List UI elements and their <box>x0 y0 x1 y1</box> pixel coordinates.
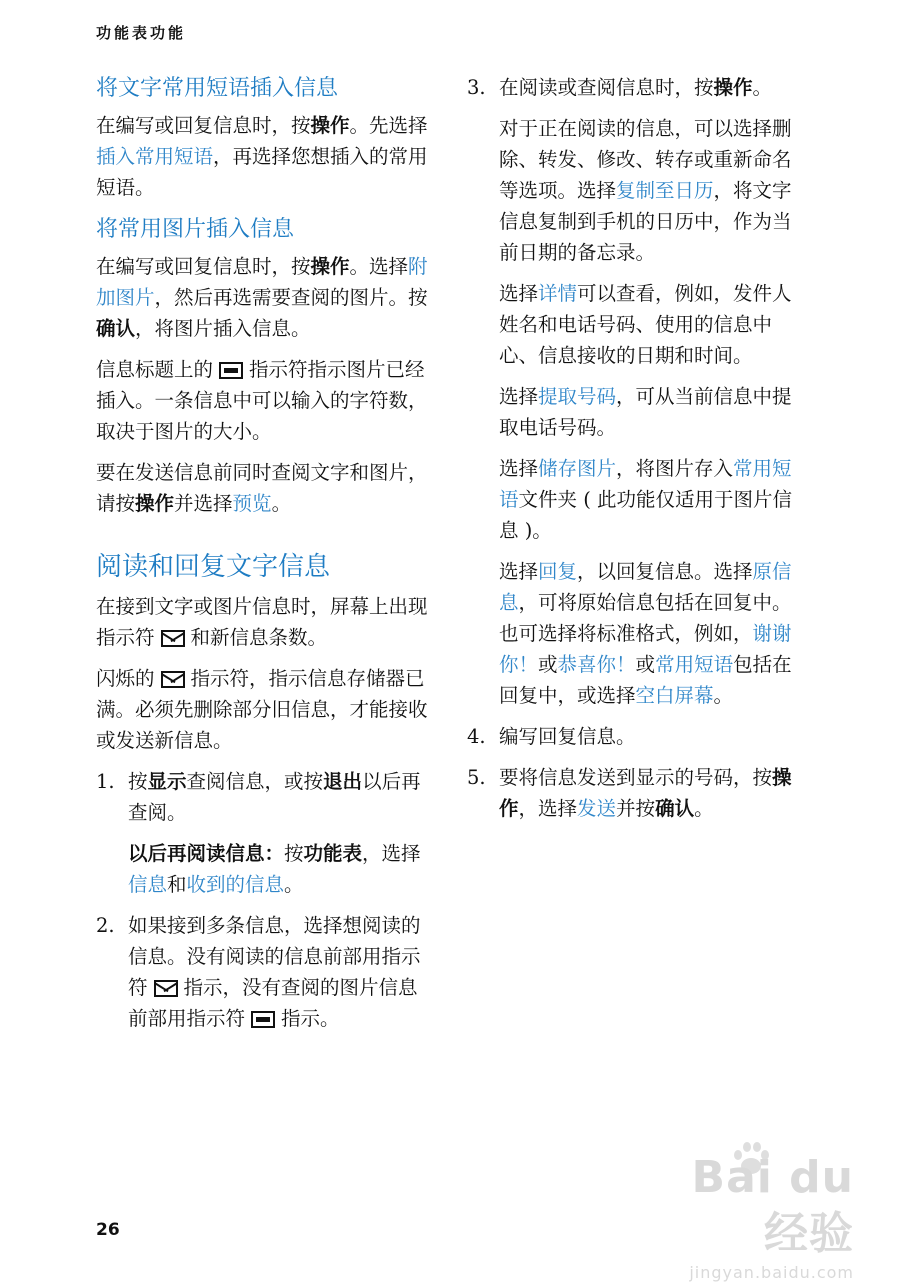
key-label: 操作 <box>310 114 350 137</box>
paragraph <box>499 113 807 268</box>
text: ，将图片存入 <box>616 457 734 480</box>
key-label: 显示 <box>147 770 187 793</box>
text: 在编写或回复信息时，按 <box>96 114 311 137</box>
text: 编写回复信息。 <box>499 725 636 748</box>
key-label: 确认 <box>655 797 695 820</box>
left-column <box>96 72 436 1044</box>
text: 在编写或回复信息时，按 <box>96 255 311 278</box>
paragraph <box>96 663 436 756</box>
list-item-5 <box>467 762 807 824</box>
section-title-insert-text: 将文字常用短语插入信息 <box>96 76 339 101</box>
menu-option: 插入常用短语 <box>96 145 214 168</box>
watermark-logo: Bai du 经验 <box>691 1152 854 1259</box>
menu-option: 常用短语 <box>655 653 734 676</box>
text: ，再选择您想插入的常用短语。 <box>96 145 428 199</box>
menu-option: 收到的信息 <box>186 873 285 896</box>
text: 查阅信息，或按 <box>186 770 324 793</box>
text: 包括在回复中，或选择 <box>499 653 792 707</box>
list-number: 1. <box>96 770 115 793</box>
text: ，将图片插入信息。 <box>135 317 311 340</box>
paragraph <box>499 721 807 752</box>
envelope-icon <box>161 671 185 688</box>
menu-option: 恭喜你！ <box>557 653 636 676</box>
text: 并选择 <box>174 492 233 515</box>
text: 选择 <box>499 282 539 305</box>
list-item-1 <box>96 766 436 900</box>
text: 或 <box>635 653 656 676</box>
list-item-2 <box>96 910 436 1034</box>
picture-message-icon <box>251 1011 275 1028</box>
menu-option: 空白屏幕 <box>635 684 714 707</box>
key-label: 操作 <box>310 255 350 278</box>
paragraph <box>96 591 436 653</box>
text: 。 <box>271 492 292 515</box>
text: 指示符，指示信息存储器已满。必须先删除部分旧信息，才能接收或发送新信息。 <box>96 667 428 752</box>
list-item-4 <box>467 721 807 752</box>
key-label: 退出 <box>323 770 363 793</box>
menu-option: 信息 <box>128 873 168 896</box>
paragraph <box>128 838 436 900</box>
text: 选择 <box>499 385 539 408</box>
envelope-icon <box>154 980 178 997</box>
text: 并按 <box>616 797 656 820</box>
text: 信息标题上的 <box>96 358 214 381</box>
picture-message-icon <box>219 362 243 379</box>
menu-option: 储存图片 <box>538 457 617 480</box>
text: 在阅读或查阅信息时，按 <box>499 76 714 99</box>
list-number: 2. <box>96 914 115 937</box>
paragraph <box>96 110 436 203</box>
envelope-icon <box>161 630 185 647</box>
menu-option: 详情 <box>538 282 578 305</box>
text: ，选择 <box>362 842 421 865</box>
paragraph <box>96 457 436 519</box>
text: ，可将原始信息包括在回复中。也可选择将标准格式，例如， <box>499 591 792 645</box>
text: ，将文字信息复制到手机的日历中，作为当前日期的备忘录。 <box>499 179 792 264</box>
list-number: 5. <box>467 766 486 789</box>
paragraph <box>499 453 807 546</box>
text: 。 <box>713 684 734 707</box>
page-number: 26 <box>96 1220 120 1240</box>
text: ，然后再选需要查阅的图片。按 <box>154 286 428 309</box>
text: 文件夹 ( 此功能仅适用于图片信息 )。 <box>499 488 793 542</box>
menu-option: 常用短语 <box>499 457 792 511</box>
text: 。 <box>752 76 773 99</box>
paragraph <box>499 72 807 103</box>
paragraph <box>499 762 807 824</box>
text: 在接到文字或图片信息时，屏幕上出现指示符 <box>96 595 428 649</box>
menu-option: 预览 <box>232 492 272 515</box>
text: 按 <box>284 842 304 865</box>
text: 以后再查阅。 <box>128 770 421 824</box>
menu-option: 附加图片 <box>96 255 428 309</box>
text: 如果接到多条信息，选择想阅读的信息。没有阅读的信息前部用指示符 <box>128 914 421 999</box>
key-label: 操作 <box>135 492 175 515</box>
menu-option: 原信息 <box>499 560 792 614</box>
text: 选择 <box>499 457 539 480</box>
text: 和 <box>167 873 187 896</box>
text: ，以回复信息。选择 <box>577 560 753 583</box>
text: 指示，没有查阅的图片信息前部用指示符 <box>128 976 418 1030</box>
menu-option: 谢谢你！ <box>499 622 792 676</box>
key-label: 功能表 <box>303 842 363 865</box>
paragraph <box>499 278 807 371</box>
text: 。选择 <box>349 255 409 278</box>
text: 和新信息条数。 <box>190 626 328 649</box>
list-number: 4. <box>467 725 486 748</box>
list-item-3 <box>467 72 807 711</box>
key-label: 操作 <box>499 766 792 820</box>
page-header: 功能表功能 <box>96 24 187 42</box>
menu-option: 回复 <box>538 560 578 583</box>
text: 要在发送信息前同时查阅文字和图片，请按 <box>96 461 428 515</box>
text: 指示符指示图片已经插入。一条信息中可以输入的字符数，取决于图片的大小。 <box>96 358 428 443</box>
text: 选择 <box>499 560 539 583</box>
section-title-read-reply: 阅读和回复文字信息 <box>96 552 331 582</box>
paragraph <box>96 251 436 344</box>
key-label: 确认 <box>96 317 136 340</box>
watermark <box>634 1150 854 1282</box>
paragraph <box>96 354 436 447</box>
menu-option: 复制至日历 <box>616 179 714 202</box>
text: ，选择 <box>518 797 578 820</box>
paragraph <box>128 910 436 1034</box>
section-title-insert-picture: 将常用图片插入信息 <box>96 217 295 242</box>
text: 或 <box>538 653 558 676</box>
right-column <box>467 72 807 834</box>
text: 可以查看，例如，发件人姓名和电话号码、使用的信息中心、信息接收的日期和时间。 <box>499 282 792 367</box>
text: 。 <box>694 797 714 820</box>
subheading: 以后再阅读信息： <box>128 842 285 865</box>
key-label: 操作 <box>713 76 753 99</box>
list-number: 3. <box>467 76 486 99</box>
paragraph <box>499 381 807 443</box>
text: 要将信息发送到显示的号码，按 <box>499 766 773 789</box>
text: 按 <box>128 770 148 793</box>
text: 闪烁的 <box>96 667 155 690</box>
text: 。先选择 <box>349 114 428 137</box>
text: 。 <box>284 873 304 896</box>
text: ，可从当前信息中提取电话号码。 <box>499 385 792 439</box>
menu-option: 提取号码 <box>538 385 617 408</box>
paragraph <box>499 556 807 711</box>
watermark-url: jingyan.baidu.com <box>689 1263 854 1282</box>
text: 对于正在阅读的信息，可以选择删除、转发、修改、转存或重新命名等选项。选择 <box>499 117 792 202</box>
paragraph <box>128 766 436 828</box>
menu-option: 发送 <box>577 797 617 820</box>
text: 指示。 <box>281 1007 340 1030</box>
